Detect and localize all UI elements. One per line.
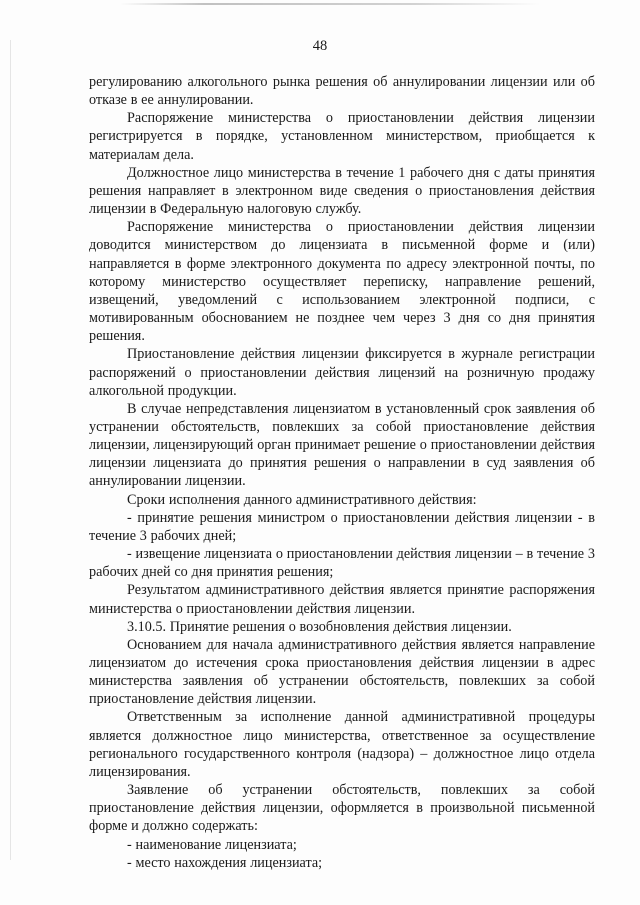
scan-edge-top: [120, 3, 540, 5]
list-item: - место нахождения лицензиата;: [127, 854, 323, 871]
scan-edge-left: [10, 40, 11, 860]
paragraph: Распоряжение министерства о приостановлении действия лицензии доводится министерством до лицензиата в письменной форме и (или) направляется в форме электронного документа по адресу электронной почты, по которому министерство осуществляет переписку, направление решений, извещений, уведомлений с использованием электронной подписи, с мотивированным обоснованием не позднее чем через 3 дня со дня принятия решения.: [89, 219, 595, 345]
list-item: - наименование лицензиата;: [127, 836, 297, 853]
paragraph: В случае непредставления лицензиатом в установленный срок заявления об устранении обстоятельств, повлекших за собой приостановление действия лицензии, лицензирующий орган принимает решение о приостановлении действия лицензии лицензиата до принятия решения о направлении в суд заявления об аннулировании лицензии.: [89, 400, 595, 490]
section-heading: 3.10.5. Принятие решения о возобновления действия лицензии.: [127, 618, 512, 635]
page-number: 48: [312, 38, 328, 54]
paragraph: Основанием для начала административного действия является направление лицензиатом до истечения срока приостановления действия лицензии в адрес министерства заявления об устранении обстоятельств, повлекших за собой приостановление действия лицензии.: [89, 636, 595, 708]
paragraph: Распоряжение министерства о приостановлении действия лицензии регистрируется в порядке, установленном министерством, приобщается к материалам дела.: [89, 110, 595, 163]
paragraph: Ответственным за исполнение данной административной процедуры является должностное лицо министерства, ответственное за осуществление регионального государственного контроля (надзора) – должностное лицо отдела лицензирования.: [89, 709, 595, 780]
paragraph: Приостановление действия лицензии фиксируется в журнале регистрации распоряжений о приостановлении действия лицензий на розничную продажу алкогольной продукции.: [89, 346, 595, 399]
paragraph: Заявление об устранении обстоятельств, повлекших за собой приостановление действия лицензии, оформляется в произвольной письменной форме и должно содержать:: [89, 782, 595, 835]
paragraph: Сроки исполнения данного административного действия:: [127, 491, 477, 508]
paragraph: Результатом административного действия является принятие распоряжения министерства о приостановлении действия лицензии.: [89, 582, 595, 617]
paragraph: Должностное лицо министерства в течение 1 рабочего дня с даты принятия решения направляет в электронном виде сведения о приостановления действия лицензии в Федеральную налоговую службу.: [89, 164, 595, 218]
document-body: [89, 73, 595, 872]
paragraph: регулированию алкогольного рынка решения об аннулировании лицензии или об отказе в ее аннулировании.: [89, 74, 595, 109]
list-item: - извещение лицензиата о приостановлении действия лицензии – в течение 3 рабочих дней со дня принятия решения;: [89, 546, 595, 581]
list-item: - принятие решения министром о приостановлении действия лицензии - в течение 3 рабочих дней;: [89, 509, 595, 544]
